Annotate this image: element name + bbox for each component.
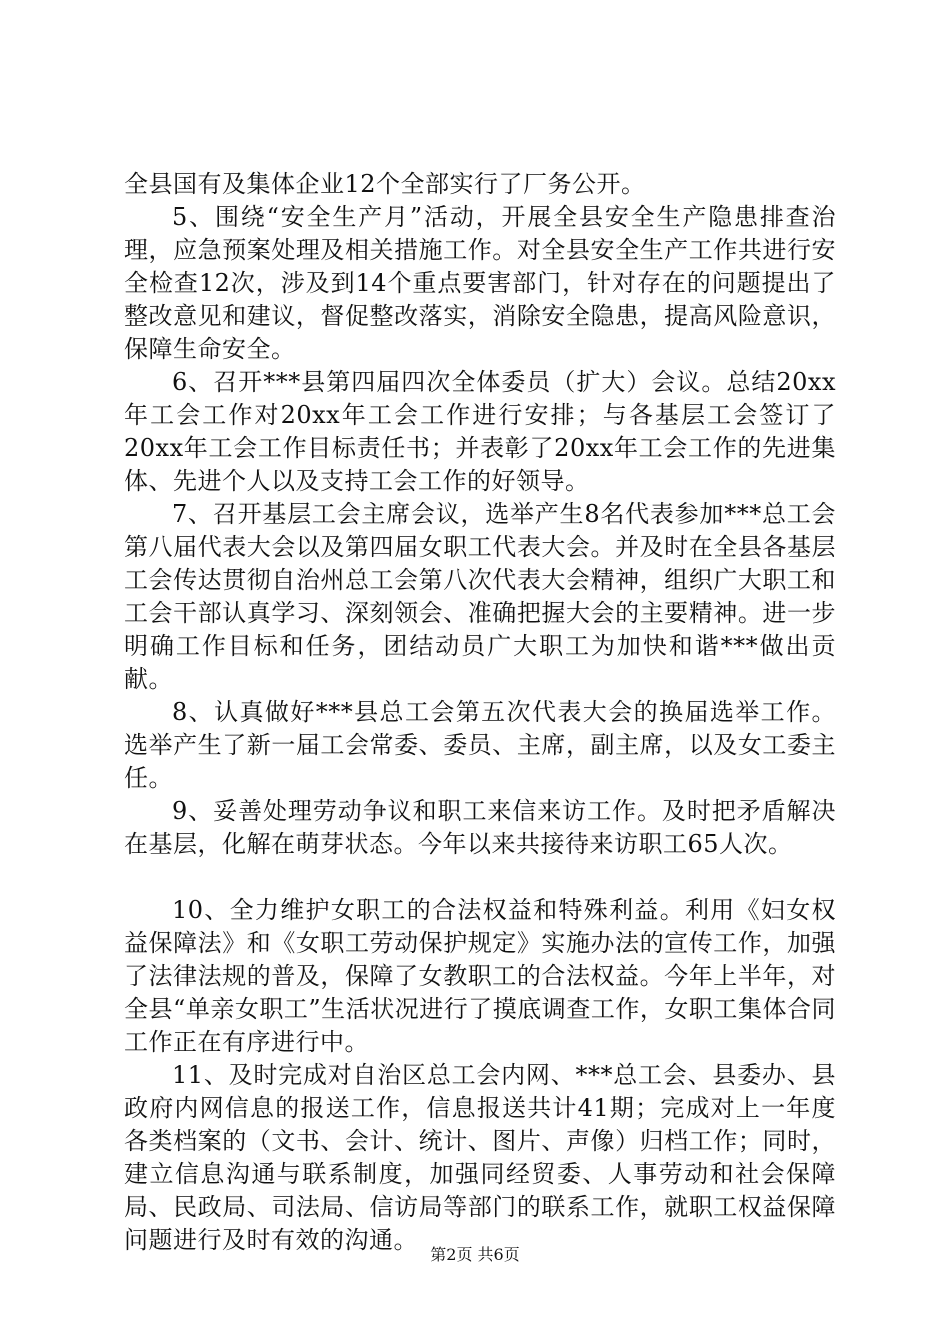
paragraph-item-8: 8、认真做好***县总工会第五次代表大会的换届选举工作。选举产生了新一届工会常委、委员、主席，副主席，以及女工委主任。	[124, 698, 836, 792]
paragraph-item-6: 6、召开***县第四届四次全体委员（扩大）会议。总结20xx年工会工作对20xx年工会工作进行安排；与各基层工会签订了20xx年工会工作目标责任书；并表彰了20xx年工会工作的先进集体、先进个人以及支持工会工作的好领导。	[124, 368, 836, 495]
paragraph-item-10: 10、全力维护女职工的合法权益和特殊利益。利用《妇女权益保障法》和《女职工劳动保护规定》实施办法的宣传工作，加强了法律法规的普及，保障了女教职工的合法权益。今年上半年，对全县“单亲女职工”生活状况进行了摸底调查工作，女职工集体合同工作正在有序进行中。	[124, 896, 836, 1056]
document-body	[124, 168, 836, 1257]
page-number-footer: 第2页 共6页	[430, 1245, 520, 1264]
paragraph-continuation: 全县国有及集体企业12个全部实行了厂务公开。	[124, 170, 646, 198]
paragraph-item-11: 11、及时完成对自治区总工会内网、***总工会、县委办、县政府内网信息的报送工作，信息报送共计41期；完成对上一年度各类档案的（文书、会计、统计、图片、声像）归档工作；同时，建立信息沟通与联系制度，加强同经贸委、人事劳动和社会保障局、民政局、司法局、信访局等部门的联系工作，就职工权益保障问题进行及时有效的沟通。	[124, 1061, 836, 1254]
paragraph-item-9: 9、妥善处理劳动争议和职工来信来访工作。及时把矛盾解决在基层，化解在萌芽状态。今年以来共接待来访职工65人次。	[124, 797, 836, 858]
paragraph-item-7: 7、召开基层工会主席会议，选举产生8名代表参加***总工会第八届代表大会以及第四届女职工代表大会。并及时在全县各基层工会传达贯彻自治州总工会第八次代表大会精神，组织广大职工和工会干部认真学习、深刻领会、准确把握大会的主要精神。进一步明确工作目标和任务，团结动员广大职工为加快和谐***做出贡献。	[124, 500, 836, 693]
paragraph-item-5: 5、围绕“安全生产月”活动，开展全县安全生产隐患排查治理，应急预案处理及相关措施工作。对全县安全生产工作共进行安全检查12次，涉及到14个重点要害部门，针对存在的问题提出了整改意见和建议，督促整改落实，消除安全隐患，提高风险意识，保障生命安全。	[124, 203, 836, 363]
